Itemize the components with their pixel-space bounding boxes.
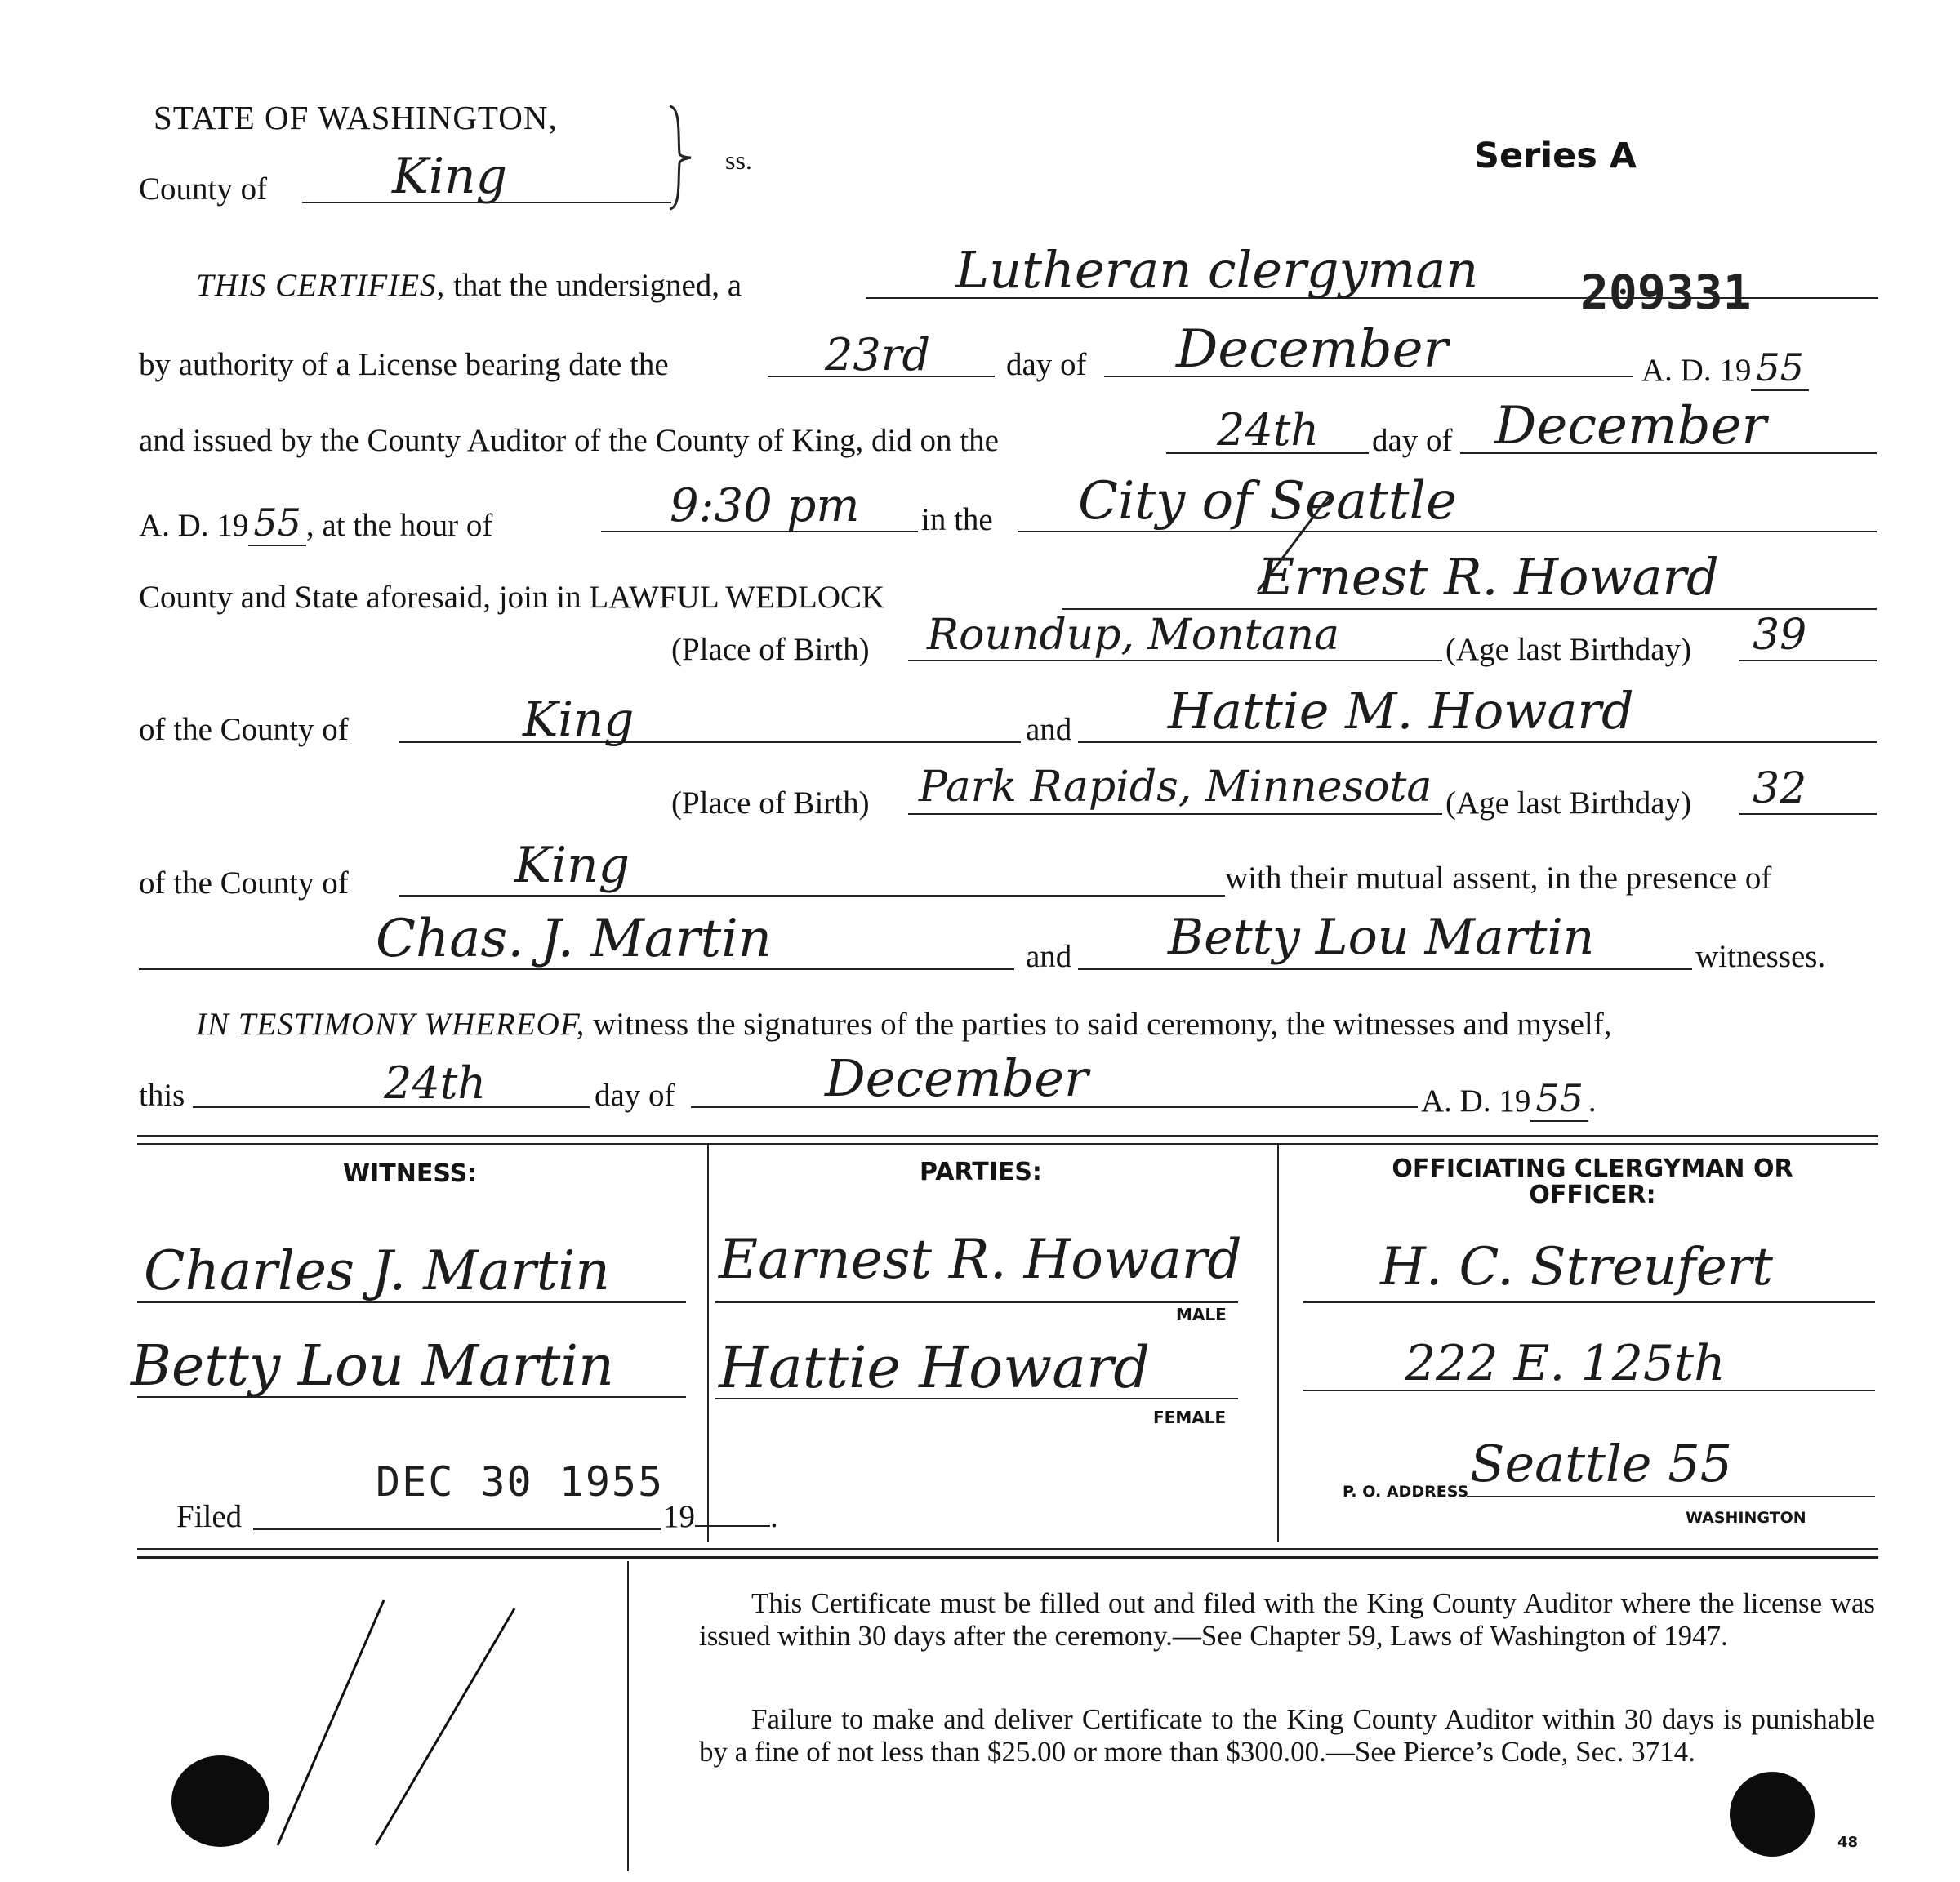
ad-label-2: A. D. 19 — [139, 508, 249, 543]
notice-paragraph-2: Failure to make and deliver Certificate to the King County Auditor within 30 days is punishable by a fine of not less than $25.00 or more than $300.00.—See Pierce’s Code, Sec. 3714. — [699, 1703, 1875, 1768]
of-county-label-2: of the County of — [139, 865, 349, 901]
age-label: (Age last Birthday) — [1446, 632, 1692, 667]
day-of-label-2: day of — [1372, 423, 1453, 458]
filed-label: Filed — [176, 1499, 243, 1534]
officiant-street: 222 E. 125th — [1405, 1335, 1726, 1392]
groom-age-line — [1740, 660, 1877, 661]
column-divider-1 — [707, 1145, 709, 1542]
groom-age: 39 — [1753, 611, 1807, 660]
county-value: King — [392, 148, 508, 205]
bottom-rule-2 — [137, 1556, 1878, 1559]
and-label: and — [1026, 712, 1072, 747]
undersigned-text: that the undersigned, a — [453, 268, 742, 303]
officiant-city: Seattle 55 — [1470, 1434, 1733, 1493]
marriage-month: December — [1494, 396, 1767, 456]
issued-text: and issued by the County Auditor of the County of King, did on the — [139, 423, 999, 458]
testimony-month: December — [825, 1048, 1089, 1108]
female-label: FEMALE — [1153, 1408, 1227, 1427]
groom-name: Ernest R. Howard — [1258, 547, 1719, 607]
top-rule-2 — [137, 1143, 1878, 1145]
filed-year-prefix: 19 . — [663, 1499, 778, 1534]
bride-birthplace: Park Rapids, Minnesota — [919, 763, 1432, 812]
groom-birthplace: Roundup, Montana — [927, 611, 1339, 660]
county-label: County of — [139, 171, 268, 207]
ad-prefix-2 — [139, 501, 493, 545]
po-address-label: P. O. ADDRESS — [1343, 1483, 1469, 1501]
license-year-suffix: 55 — [1751, 345, 1809, 391]
groom-name-line — [1062, 608, 1877, 610]
witnesses-label: witnesses. — [1695, 939, 1826, 974]
bride-county: King — [514, 837, 630, 894]
brace-icon — [663, 105, 696, 211]
testimony-line — [196, 1008, 1611, 1040]
officiant-sig: H. C. Streufert — [1380, 1237, 1773, 1297]
place-value: City of Seattle — [1078, 471, 1457, 532]
and-label-2: and — [1026, 939, 1072, 974]
filing-slash-marks-icon — [245, 1600, 523, 1862]
certifies-label: THIS CERTIFIES, — [196, 268, 446, 303]
groom-county: King — [523, 692, 635, 747]
hour-value: 9:30 pm — [670, 479, 860, 532]
officiant-sig-line — [1303, 1301, 1875, 1303]
party-sig1-line — [715, 1301, 1238, 1303]
officiant-header: OFFICIATING CLERGYMAN OR OFFICER: — [1392, 1155, 1793, 1209]
notice-paragraph-1: This Certificate must be filled out and filed with the King County Auditor where the license was issued within 30 days after the ceremony.—See Chapter 59, Laws of Washington of 1947. — [699, 1587, 1875, 1652]
bottom-rule-1 — [137, 1548, 1878, 1550]
form-number: 48 — [1838, 1834, 1859, 1851]
certificate-number: 209331 — [1580, 265, 1752, 320]
bride-name-line — [1078, 741, 1877, 743]
wedlock-text: County and State aforesaid, join in LAWFUL WEDLOCK — [139, 580, 885, 615]
officiant-city-line — [1467, 1496, 1875, 1497]
ad-prefix-3: A. D. 19 — [1421, 1083, 1531, 1119]
ad-label — [1642, 345, 1809, 389]
filed-year-label: 19 — [663, 1499, 695, 1534]
day-of-label-3: day of — [595, 1078, 675, 1113]
testimony-day: 24th — [384, 1057, 487, 1109]
assent-text: with their mutual assent, in the presence of — [1225, 861, 1772, 896]
place-of-birth-label-2: (Place of Birth) — [671, 785, 870, 821]
bride-age-line — [1740, 813, 1877, 815]
column-divider-2 — [1277, 1145, 1279, 1542]
groom-birthplace-line — [908, 660, 1442, 661]
testimony-year-suffix: 55 — [1530, 1076, 1588, 1122]
hour-text: , at the hour of — [305, 508, 493, 543]
license-month: December — [1176, 319, 1449, 380]
bride-age: 32 — [1753, 764, 1807, 813]
state-title: STATE OF WASHINGTON, — [154, 99, 558, 136]
male-label: MALE — [1176, 1305, 1227, 1324]
bride-name: Hattie M. Howard — [1168, 681, 1634, 741]
ss-label: ss. — [725, 145, 752, 175]
bride-county-line — [399, 895, 1225, 897]
testimony-text: witness the signatures of the parties to said ceremony, the witnesses and myself, — [593, 1007, 1612, 1042]
this-label: this — [139, 1078, 185, 1113]
punch-hole-left — [172, 1755, 270, 1847]
witness2-line — [1078, 968, 1692, 970]
notice-divider — [627, 1561, 629, 1871]
ad-label-3: A. D. 19 55 . — [1421, 1076, 1597, 1120]
slash-mark-icon — [1225, 490, 1339, 596]
witness2-name: Betty Lou Martin — [1168, 909, 1595, 966]
parties-header: PARTIES: — [920, 1158, 1042, 1186]
ad-prefix: A. D. 19 — [1642, 353, 1752, 388]
testimony-label: IN TESTIMONY WHEREOF, — [196, 1007, 586, 1042]
series-label: Series A — [1474, 136, 1637, 176]
witness1-name: Chas. J. Martin — [376, 909, 772, 969]
party-sig1: Earnest R. Howard — [719, 1228, 1242, 1291]
state-label: WASHINGTON — [1686, 1509, 1806, 1527]
day-of-label: day of — [1006, 347, 1087, 382]
top-rule-1 — [137, 1135, 1878, 1137]
place-of-birth-label: (Place of Birth) — [671, 632, 870, 667]
party-sig2: Hattie Howard — [719, 1334, 1151, 1401]
witness-header: WITNESS: — [343, 1159, 478, 1188]
certifies-line — [196, 269, 742, 301]
marriage-day: 24th — [1217, 404, 1320, 456]
of-county-label: of the County of — [139, 712, 349, 747]
filed-stamp: DEC 30 1955 — [376, 1458, 665, 1506]
groom-county-line — [399, 741, 1021, 743]
bride-birthplace-line — [908, 813, 1442, 815]
marriage-year-suffix: 55 — [248, 501, 306, 546]
age-label-2: (Age last Birthday) — [1446, 785, 1692, 821]
officiant-title: Lutheran clergyman — [956, 240, 1479, 300]
witness-sig1: Charles J. Martin — [144, 1239, 610, 1302]
in-the-label: in the — [921, 502, 993, 537]
witness-sig2: Betty Lou Martin — [131, 1334, 614, 1399]
punch-hole-right — [1730, 1772, 1815, 1857]
license-text: by authority of a License bearing date the — [139, 347, 669, 382]
license-day: 23rd — [825, 329, 931, 380]
filed-line — [253, 1528, 662, 1530]
